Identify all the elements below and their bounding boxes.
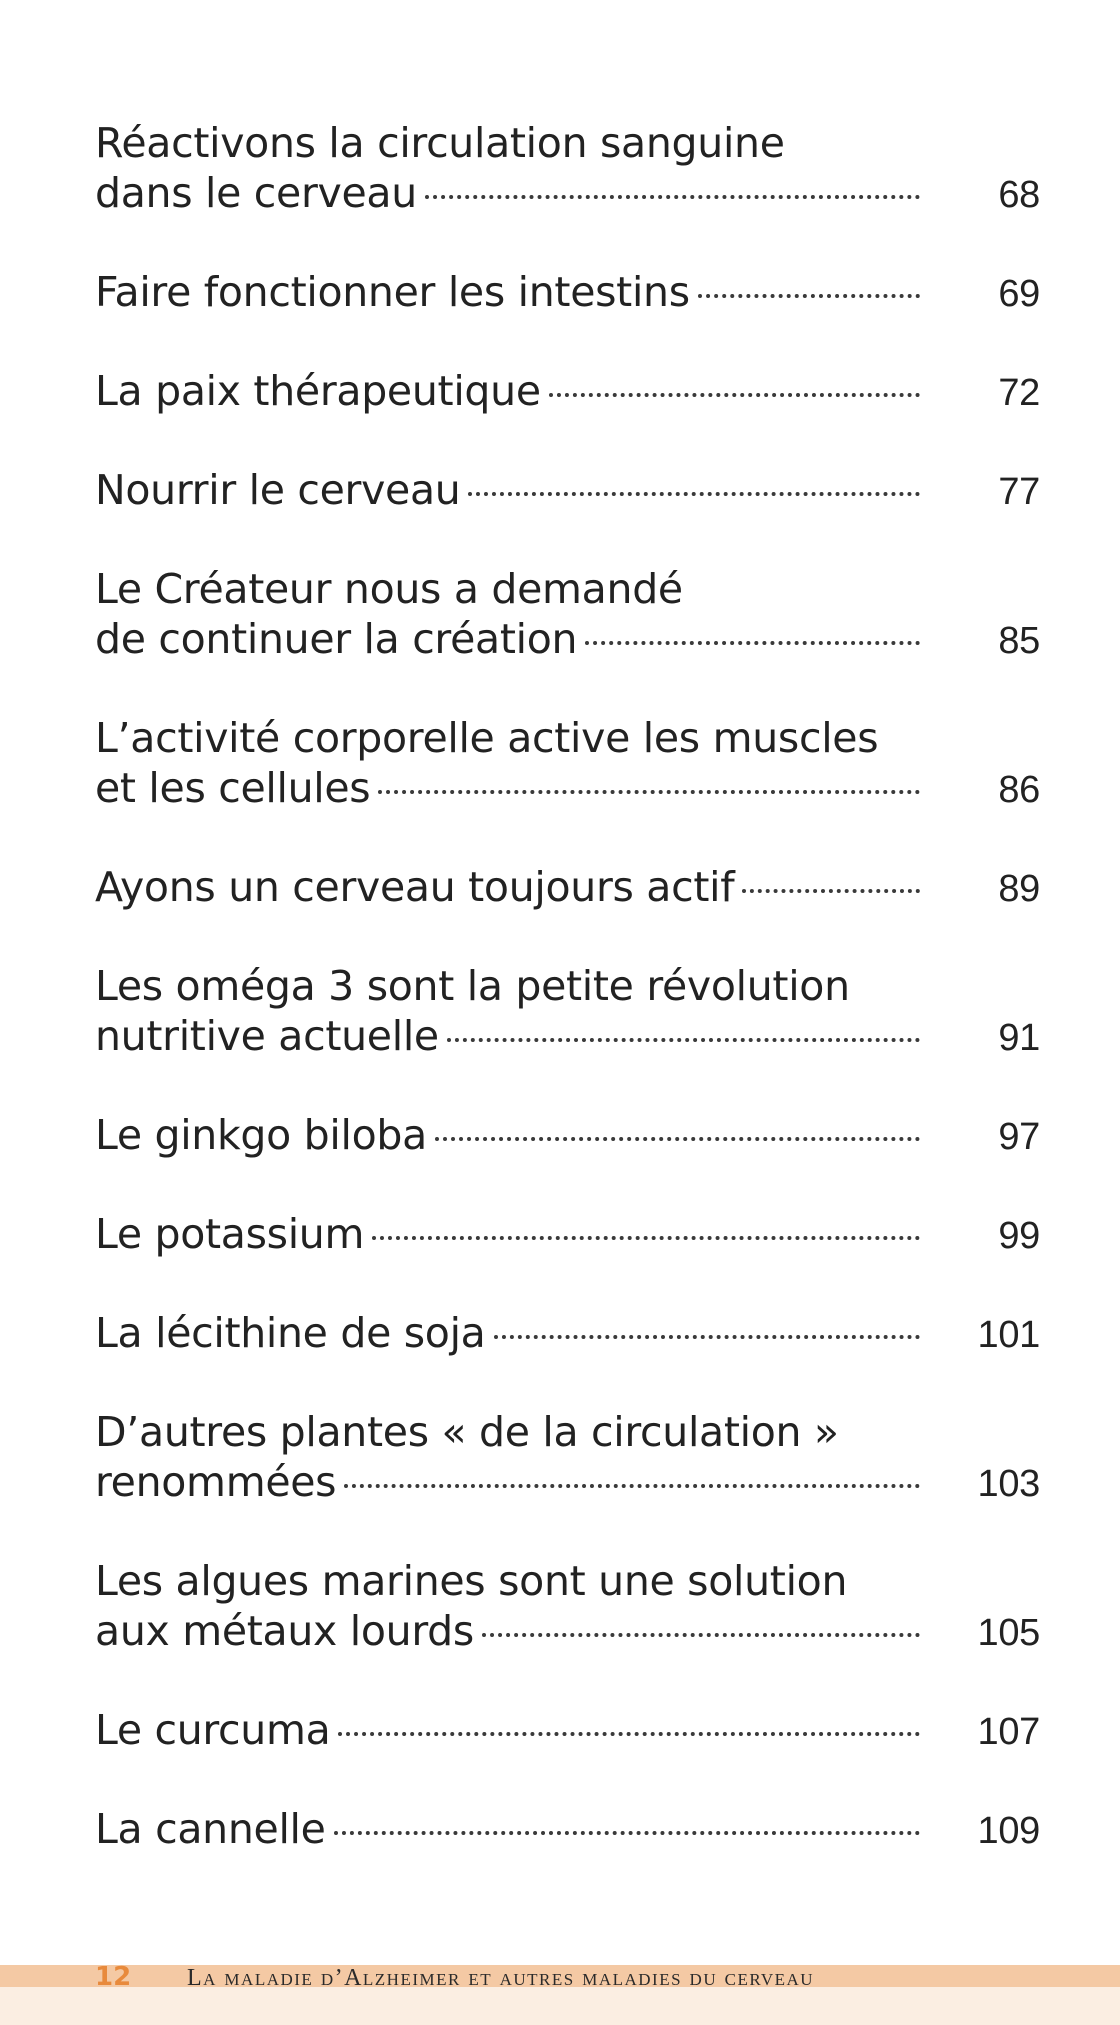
- toc-entry-title-line: La cannelle: [95, 1805, 326, 1853]
- toc-entry: [95, 713, 1040, 813]
- toc-entry-title-line: Le ginkgo biloba: [95, 1111, 427, 1159]
- toc-entry-title-line: et les cellules: [95, 764, 371, 812]
- toc-entry-title-line: Ayons un cerveau toujours actif: [95, 863, 735, 911]
- toc-entry-title-line: D’autres plantes « de la circulation »: [95, 1408, 839, 1456]
- toc-entry-title-line: Les oméga 3 sont la petite révolution: [95, 962, 850, 1010]
- toc-entry: [95, 366, 1040, 416]
- toc-entry-title-line: nutritive actuelle: [95, 1012, 439, 1060]
- table-of-contents: [95, 118, 1040, 1903]
- toc-page-number: 77: [998, 471, 1040, 513]
- dot-leader: [435, 1137, 920, 1141]
- toc-page-number: 109: [977, 1810, 1040, 1852]
- toc-page-number: 107: [977, 1711, 1040, 1753]
- toc-entry: [95, 1110, 1040, 1160]
- toc-page-number: 72: [998, 372, 1040, 414]
- toc-entry-title-line: Réactivons la circulation sanguine: [95, 119, 785, 167]
- toc-page-number: 89: [998, 868, 1040, 910]
- toc-entry-title-line: aux métaux lourds: [95, 1607, 474, 1655]
- toc-page-number: 86: [998, 769, 1040, 811]
- dot-leader: [742, 889, 920, 893]
- footer-book-title: La maladie d’Alzheimer et autres maladies du cerveau: [187, 1965, 815, 1991]
- toc-page-number: 91: [998, 1017, 1040, 1059]
- toc-entry-title-line: Les algues marines sont une solution: [95, 1557, 848, 1605]
- dot-leader: [549, 393, 920, 397]
- toc-entry-title-line: Le Créateur nous a demandé: [95, 565, 683, 613]
- toc-entry: [95, 1705, 1040, 1755]
- toc-entry: [95, 1804, 1040, 1854]
- toc-entry: [95, 862, 1040, 912]
- footer-page-number: 12: [95, 1962, 132, 1992]
- toc-entry-title-line: de continuer la création: [95, 615, 578, 663]
- toc-entry: [95, 1556, 1040, 1656]
- toc-page-number: 69: [998, 273, 1040, 315]
- page-footer: [95, 1962, 814, 1992]
- toc-entry-title-line: Nourrir le cerveau: [95, 466, 461, 514]
- toc-page-number: 68: [998, 174, 1040, 216]
- toc-entry: [95, 564, 1040, 664]
- dot-leader: [425, 195, 920, 199]
- toc-entry: [95, 961, 1040, 1061]
- dot-leader: [468, 492, 920, 496]
- toc-entry-title-line: L’activité corporelle active les muscles: [95, 714, 879, 762]
- toc-page-number: 103: [977, 1463, 1040, 1505]
- dot-leader: [698, 294, 920, 298]
- toc-entry-title-line: dans le cerveau: [95, 169, 417, 217]
- dot-leader: [482, 1633, 920, 1637]
- dot-leader: [378, 790, 920, 794]
- toc-entry-title-line: Faire fonctionner les intestins: [95, 268, 690, 316]
- toc-page-number: 105: [977, 1612, 1040, 1654]
- toc-entry: [95, 1308, 1040, 1358]
- toc-page-number: 85: [998, 620, 1040, 662]
- toc-entry: [95, 267, 1040, 317]
- toc-entry-title-line: Le curcuma: [95, 1706, 331, 1754]
- dot-leader: [447, 1038, 920, 1042]
- toc-entry: [95, 465, 1040, 515]
- dot-leader: [334, 1831, 920, 1835]
- toc-entry-title-line: La paix thérapeutique: [95, 367, 541, 415]
- dot-leader: [344, 1484, 920, 1488]
- toc-entry: [95, 1209, 1040, 1259]
- dot-leader: [372, 1236, 920, 1240]
- toc-page-number: 97: [998, 1116, 1040, 1158]
- toc-page-number: 99: [998, 1215, 1040, 1257]
- toc-entry-title-line: renommées: [95, 1458, 337, 1506]
- dot-leader: [585, 641, 920, 645]
- toc-entry: [95, 118, 1040, 218]
- toc-entry-title-line: La lécithine de soja: [95, 1309, 486, 1357]
- dot-leader: [338, 1732, 920, 1736]
- dot-leader: [494, 1335, 921, 1339]
- toc-entry: [95, 1407, 1040, 1507]
- toc-entry-title-line: Le potassium: [95, 1210, 365, 1258]
- toc-page-number: 101: [977, 1314, 1040, 1356]
